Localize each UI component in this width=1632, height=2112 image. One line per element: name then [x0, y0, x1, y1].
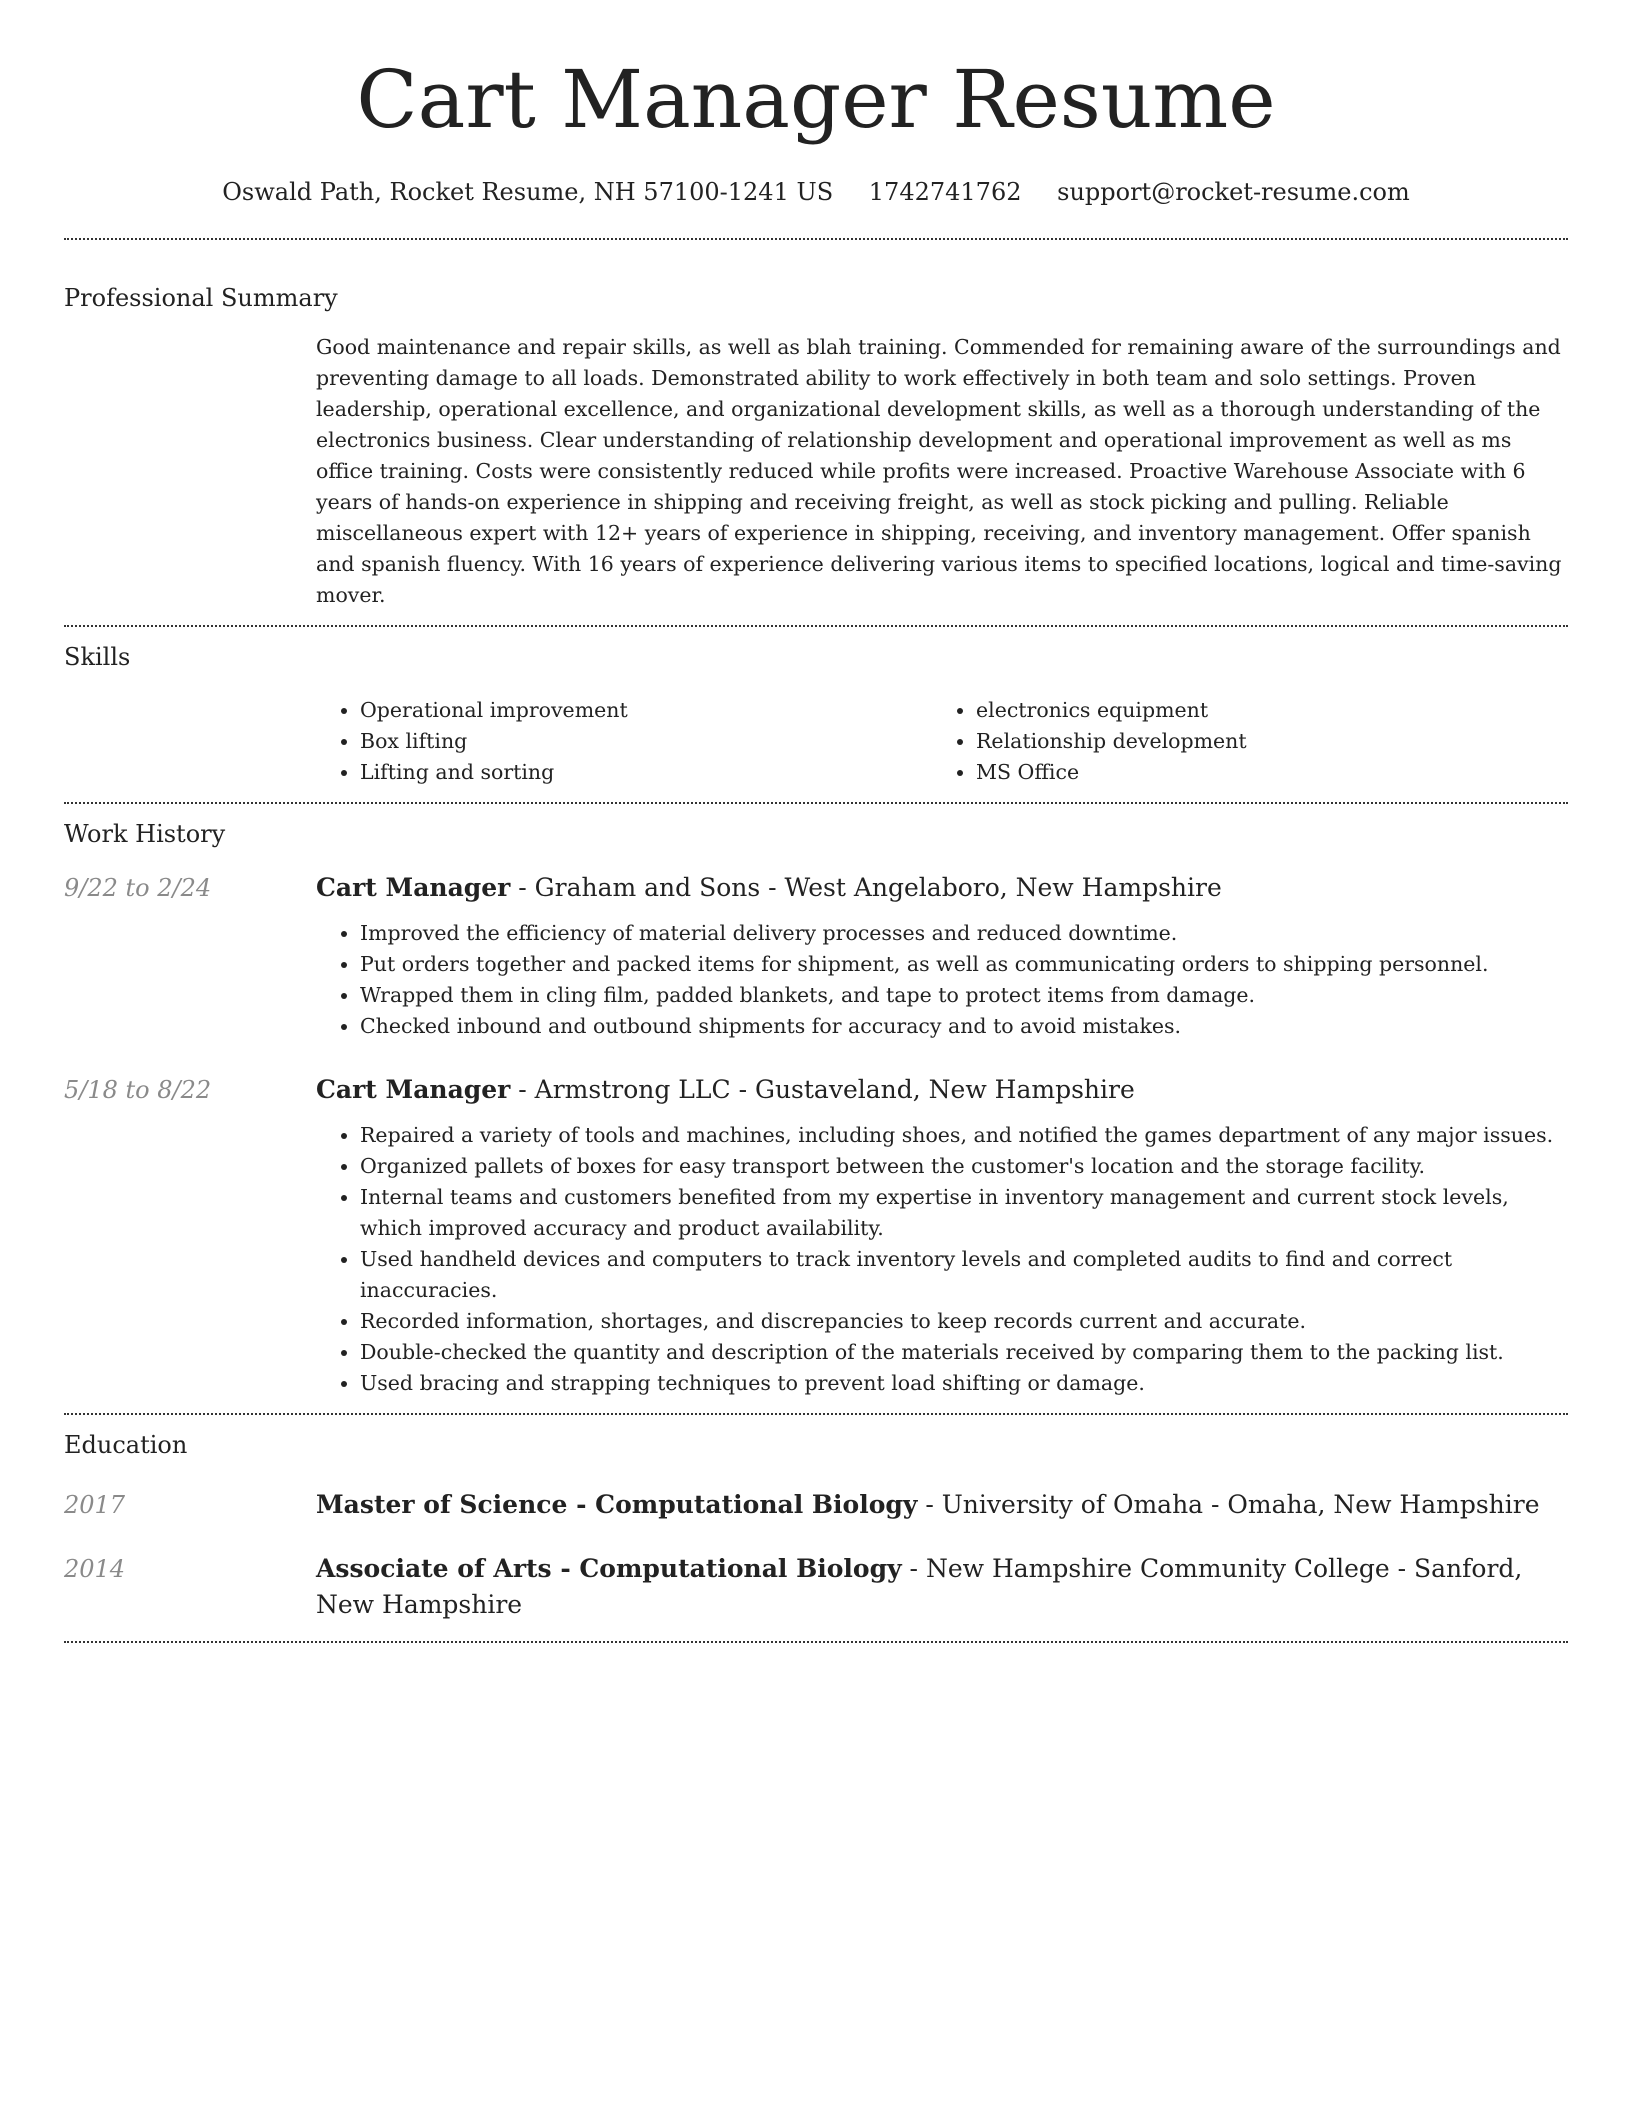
job-employer: - Graham and Sons - West Angelaboro, New Hampshire — [510, 873, 1222, 902]
skill-item: • Relationship development — [976, 726, 1548, 757]
section-title-skills: Skills — [64, 643, 131, 671]
contact-phone: 1742741762 — [868, 178, 1022, 206]
skill-item: • Operational improvement — [360, 695, 932, 726]
job-bullet: • Repaired a variety of tools and machines, including shoes, and notified the games department of any major issues. — [360, 1120, 1568, 1151]
section-title-summary: Professional Summary — [64, 284, 338, 312]
summary-text: Good maintenance and repair skills, as well as blah training. Commended for remaining aware of the surroundings and preventing damage to all loads. Demonstrated ability to work effectively in both team and solo settings. Proven leadership, operational excellence, and organizational development skills, as well as a thorough understanding of the electronics business. Clear understanding of relationship development and operational improvement as well as ms office training. Costs were consistently reduced while profits were increased. Proactive Warehouse Associate with 6 years of hands-on experience in shipping and receiving freight, as well as stock picking and pulling. Reliable miscellaneous expert with 12+ years of experience in shipping, receiving, and inventory management. Offer spanish and spanish fluency. With 16 years of experience delivering various items to specified locations, logical and time-saving mover. — [316, 335, 1562, 607]
education-title — [316, 1551, 1568, 1623]
job-body — [316, 870, 1568, 1042]
job-bullet: • Improved the efficiency of material delivery processes and reduced downtime. — [360, 918, 1568, 949]
job-entry — [64, 1072, 1568, 1413]
job-bullet: • Wrapped them in cling film, padded blankets, and tape to protect items from damage. — [360, 980, 1568, 1011]
work-history-section — [64, 804, 1568, 1413]
job-bullet: • Used bracing and strapping techniques to prevent load shifting or damage. — [360, 1368, 1568, 1399]
education-title — [316, 1487, 1568, 1523]
skills-column-left — [316, 695, 932, 788]
professional-summary-section — [64, 240, 1568, 625]
education-entry — [64, 1551, 1568, 1641]
skill-item: • Box lifting — [360, 726, 932, 757]
job-dates: 9/22 to 2/24 — [64, 874, 212, 902]
job-title — [316, 1072, 1568, 1108]
job-body — [316, 1072, 1568, 1399]
job-bullets — [316, 1120, 1568, 1399]
contact-line — [64, 176, 1568, 208]
job-bullet: • Organized pallets of boxes for easy transport between the customer's location and the storage facility. — [360, 1151, 1568, 1182]
education-school: - New Hampshire Community College - Sanford, New Hampshire — [316, 1554, 1523, 1619]
education-degree: Associate of Arts - Computational Biology — [316, 1554, 902, 1583]
job-role: Cart Manager — [316, 873, 511, 902]
job-bullet: • Double-checked the quantity and description of the materials received by comparing them to the packing list. — [360, 1337, 1568, 1368]
education-body — [316, 1551, 1568, 1623]
education-body — [316, 1487, 1568, 1523]
job-dates: 5/18 to 8/22 — [64, 1076, 212, 1104]
education-school: - University of Omaha - Omaha, New Hampshire — [917, 1490, 1540, 1519]
education-section — [64, 1415, 1568, 1641]
skills-grid — [316, 695, 1568, 802]
job-employer: - Armstrong LLC - Gustaveland, New Hampshire — [510, 1075, 1135, 1104]
skill-item: • Lifting and sorting — [360, 757, 932, 788]
job-bullet: • Used handheld devices and computers to track inventory levels and completed audits to find and correct inaccuracies. — [360, 1244, 1568, 1306]
education-year: 2017 — [64, 1491, 126, 1519]
education-year: 2014 — [64, 1555, 126, 1583]
skill-item: • MS Office — [976, 757, 1548, 788]
job-title — [316, 870, 1568, 906]
section-title-education: Education — [64, 1431, 188, 1459]
job-bullet: • Internal teams and customers benefited from my expertise in inventory management and current stock levels, which improved accuracy and product availability. — [360, 1182, 1568, 1244]
job-entry — [64, 870, 1568, 1042]
resume-title: Cart Manager Resume — [356, 53, 1276, 146]
contact-email: support@rocket-resume.com — [1057, 178, 1410, 206]
job-role: Cart Manager — [316, 1075, 511, 1104]
job-bullet: • Recorded information, shortages, and discrepancies to keep records current and accurate. — [360, 1306, 1568, 1337]
skill-item: • electronics equipment — [976, 695, 1548, 726]
skills-section — [64, 627, 1568, 802]
job-bullet: • Put orders together and packed items for shipment, as well as communicating orders to shipping personnel. — [360, 949, 1568, 980]
contact-address: Oswald Path, Rocket Resume, NH 57100-1241 US — [222, 178, 834, 206]
skills-column-right — [932, 695, 1548, 788]
section-title-work: Work History — [64, 820, 226, 848]
education-degree: Master of Science - Computational Biology — [316, 1490, 918, 1519]
education-entry — [64, 1487, 1568, 1523]
job-bullets — [316, 918, 1568, 1042]
divider — [64, 1641, 1568, 1643]
job-bullet: • Checked inbound and outbound shipments for accuracy and to avoid mistakes. — [360, 1011, 1568, 1042]
resume-header — [64, 0, 1568, 208]
